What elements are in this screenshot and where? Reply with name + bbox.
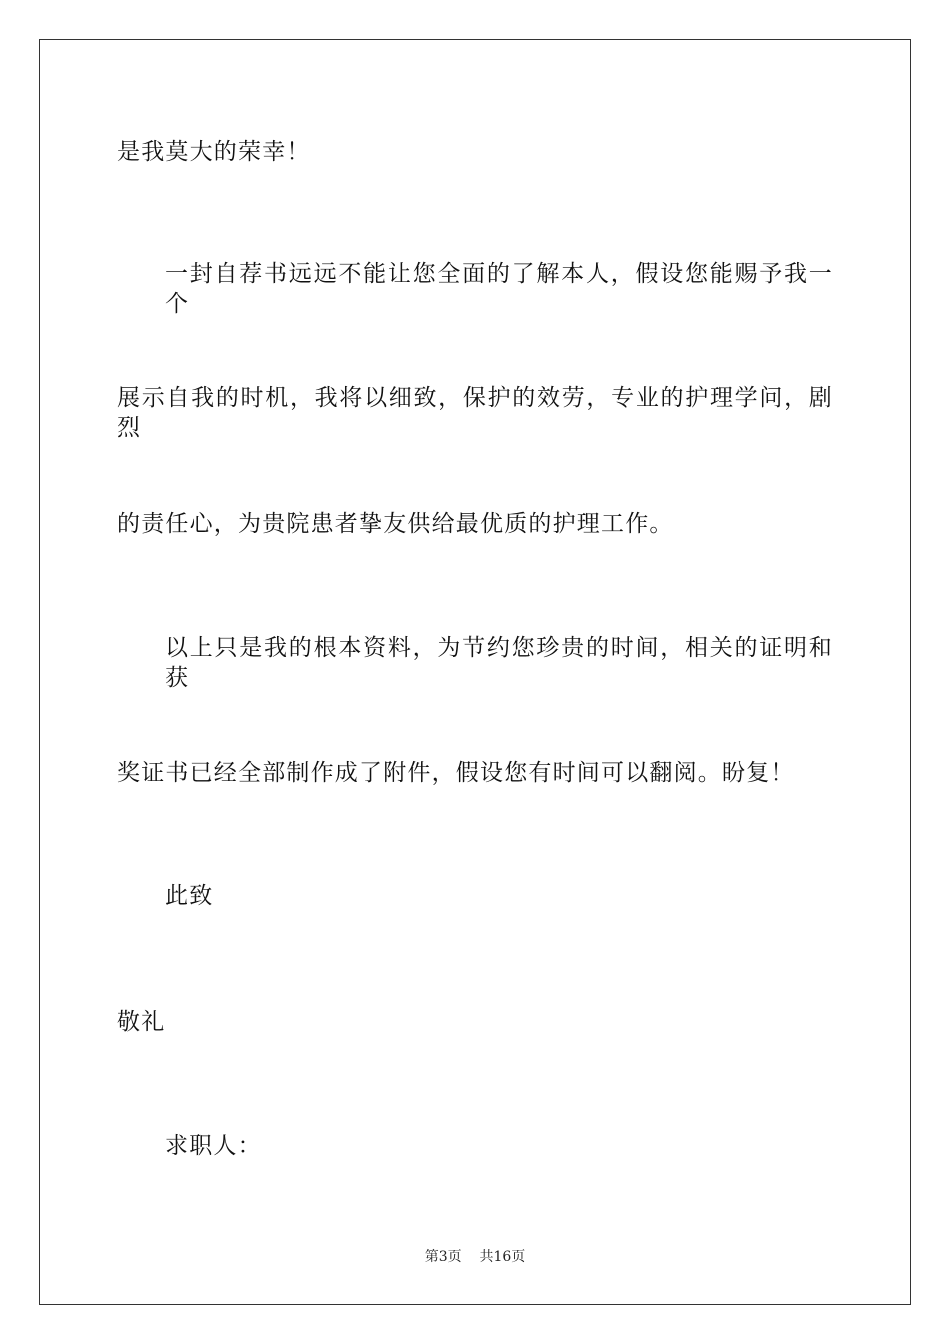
- text-line-4: 的责任心，为贵院患者挚友供给最优质的护理工作。: [117, 511, 674, 537]
- text-line-2: 一封自荐书远远不能让您全面的了解本人，假设您能赐予我一个: [165, 261, 833, 317]
- text-line-3: 展示自我的时机，我将以细致，保护的效劳，专业的护理学问，剧烈: [117, 385, 833, 441]
- page-footer: [0, 1248, 950, 1266]
- page-total: 共16页: [479, 1249, 526, 1265]
- text-line-6: 奖证书已经全部制作成了附件，假设您有时间可以翻阅。盼复！: [117, 760, 795, 786]
- text-line-5: 以上只是我的根本资料，为节约您珍贵的时间，相关的证明和获: [165, 635, 833, 691]
- closing-salutation: 此致: [165, 883, 214, 909]
- closing-regards: 敬礼: [117, 1009, 166, 1035]
- applicant-signature-label: 求职人：: [165, 1133, 262, 1159]
- page-number: 第3页: [424, 1249, 462, 1265]
- text-line-1: 是我莫大的荣幸！: [117, 139, 311, 165]
